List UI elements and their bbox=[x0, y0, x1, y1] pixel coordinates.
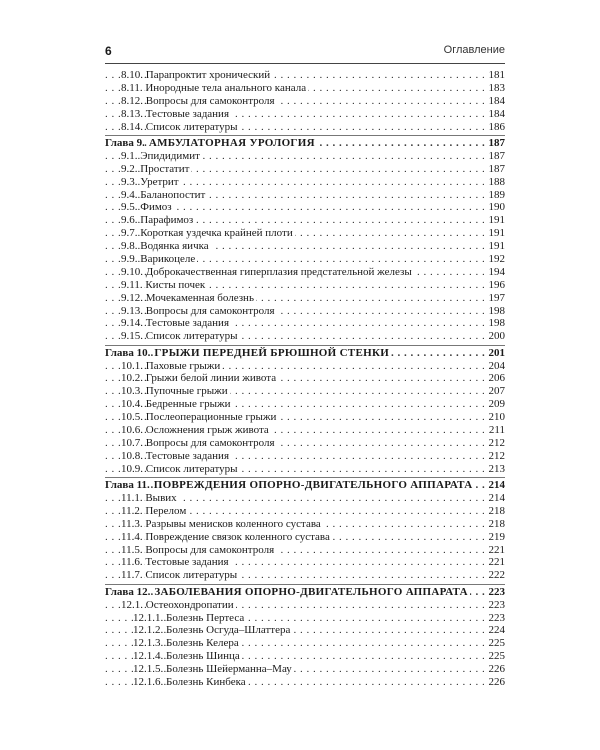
page-ref: 181 bbox=[486, 69, 506, 82]
page-ref: 219 bbox=[486, 531, 506, 544]
toc-section-entry bbox=[105, 163, 505, 176]
section-number: 11.1. bbox=[121, 492, 143, 504]
section-number: 9.8. bbox=[121, 240, 138, 253]
section-title: Фимоз bbox=[140, 201, 172, 214]
page-ref: 191 bbox=[486, 227, 506, 240]
section-title: Парапроктит хронический bbox=[145, 69, 271, 81]
toc-section-entry bbox=[105, 227, 505, 240]
page-ref: 188 bbox=[486, 176, 506, 189]
toc-section-entry bbox=[105, 176, 505, 189]
page-ref: 187 bbox=[486, 150, 506, 163]
section-number: 9.7. bbox=[121, 227, 138, 240]
page-ref: 218 bbox=[486, 505, 506, 518]
section-title: Болезнь Шинца bbox=[166, 650, 240, 663]
page-ref: 192 bbox=[486, 253, 506, 266]
chapter-title: АМБУЛАТОРНАЯ УРОЛОГИЯ bbox=[148, 136, 315, 149]
toc-section-entry bbox=[105, 463, 505, 476]
section-title: Тестовые задания bbox=[145, 107, 230, 120]
toc-chapter-entry bbox=[105, 347, 505, 360]
chapter-number: Глава 11. bbox=[105, 479, 150, 492]
section-title: Уретрит bbox=[140, 175, 179, 188]
section-number: 9.4. bbox=[121, 188, 138, 201]
page-ref: 214 bbox=[486, 492, 506, 505]
toc-section-entry bbox=[105, 676, 505, 689]
toc-section-entry bbox=[105, 69, 505, 82]
section-number: 12.1.4. bbox=[133, 650, 164, 663]
toc-section-entry bbox=[105, 556, 505, 569]
page-ref: 213 bbox=[486, 463, 506, 476]
section-title: Повреждение связок коленного сустава bbox=[145, 530, 330, 543]
page-ref: 198 bbox=[486, 317, 506, 330]
page-ref: 212 bbox=[486, 437, 506, 450]
section-title: Пупочные грыжи bbox=[145, 385, 228, 398]
page-ref: 200 bbox=[486, 330, 506, 343]
section-number: 8.12. bbox=[121, 94, 143, 107]
toc-section-entry bbox=[105, 544, 505, 557]
section-number: 12.1. bbox=[121, 598, 143, 611]
section-title: Осложнения грыж живота bbox=[145, 424, 269, 437]
section-title: Болезнь Келера bbox=[166, 637, 239, 650]
page-ref: 211 bbox=[486, 424, 505, 437]
section-number: 8.13. bbox=[121, 107, 143, 120]
section-title: Вопросы для самоконтроля bbox=[145, 94, 275, 107]
section-title: Паховые грыжи bbox=[145, 359, 221, 372]
toc-section-entry bbox=[105, 150, 505, 163]
section-number: 10.4. bbox=[121, 398, 143, 411]
section-number: 10.8. bbox=[121, 449, 143, 462]
toc-section-entry bbox=[105, 518, 505, 531]
section-number: 9.9. bbox=[121, 252, 138, 265]
section-title: Болезнь Пертеса bbox=[166, 611, 245, 624]
page-ref: 221 bbox=[486, 556, 506, 569]
section-title: Болезнь Осгуда–Шлаттера bbox=[166, 624, 291, 637]
toc-section-entry bbox=[105, 531, 505, 544]
section-number: 10.2. bbox=[121, 372, 143, 385]
section-title: Болезнь Кинбека bbox=[166, 675, 246, 688]
page-number: 6 bbox=[105, 44, 112, 58]
page-ref: 225 bbox=[486, 637, 506, 650]
running-title: Оглавление bbox=[443, 44, 505, 56]
page-ref: 187 bbox=[486, 163, 506, 176]
toc-section-entry bbox=[105, 492, 505, 505]
toc-section-entry bbox=[105, 214, 505, 227]
page-ref: 197 bbox=[486, 292, 506, 305]
toc-section-entry bbox=[105, 253, 505, 266]
toc-section-entry bbox=[105, 385, 505, 398]
page-ref: 191 bbox=[486, 240, 506, 253]
chapter-separator bbox=[105, 477, 505, 478]
page-ref: 221 bbox=[486, 544, 506, 557]
section-number: 8.11. bbox=[121, 81, 143, 94]
section-number: 11.6. bbox=[121, 556, 143, 569]
section-number: 9.1. bbox=[121, 149, 138, 162]
toc-section-entry bbox=[105, 612, 505, 625]
page-ref: 210 bbox=[486, 411, 506, 424]
toc-section-entry bbox=[105, 663, 505, 676]
section-number: 11.4. bbox=[121, 530, 143, 543]
page-ref: 184 bbox=[486, 108, 506, 121]
section-title: Вопросы для самоконтроля bbox=[145, 436, 275, 449]
toc-section-entry bbox=[105, 505, 505, 518]
section-number: 9.12. bbox=[121, 291, 143, 304]
section-title: Инородные тела анального канала bbox=[145, 81, 307, 94]
section-number: 9.5. bbox=[121, 201, 138, 214]
toc-section-entry bbox=[105, 292, 505, 305]
toc-section-entry bbox=[105, 450, 505, 463]
chapter-separator bbox=[105, 345, 505, 346]
page-ref: 194 bbox=[486, 266, 506, 279]
toc-section-entry bbox=[105, 266, 505, 279]
section-title: Вопросы для самоконтроля bbox=[145, 304, 275, 317]
page-header bbox=[105, 44, 505, 60]
chapter-separator bbox=[105, 135, 505, 136]
section-title: Баланопостит bbox=[140, 188, 206, 201]
section-number: 9.11. bbox=[121, 278, 143, 291]
page-ref: 209 bbox=[486, 398, 506, 411]
section-title: Послеоперационные грыжи bbox=[145, 411, 277, 424]
toc-section-entry bbox=[105, 95, 505, 108]
page-ref: 184 bbox=[486, 95, 506, 108]
chapter-title: ЗАБОЛЕВАНИЯ ОПОРНО-ДВИГАТЕЛЬНОГО АППАРАТА bbox=[154, 585, 468, 598]
toc-section-entry bbox=[105, 372, 505, 385]
toc-section-entry bbox=[105, 189, 505, 202]
section-title: Водянка яичка bbox=[140, 240, 209, 253]
page-ref: 207 bbox=[486, 385, 506, 398]
section-number: 9.3. bbox=[121, 175, 138, 188]
section-number: 9.2. bbox=[121, 162, 138, 175]
page-ref: 226 bbox=[486, 663, 506, 676]
page-ref: 183 bbox=[486, 82, 506, 95]
toc-section-entry bbox=[105, 201, 505, 214]
section-title: Болезнь Шейерманна–Мау bbox=[166, 663, 292, 676]
page-ref: 204 bbox=[486, 360, 506, 373]
section-title: Разрывы менисков коленного сустава bbox=[145, 517, 321, 530]
section-title: Тестовые задания bbox=[145, 317, 230, 330]
page-ref: 190 bbox=[486, 201, 506, 214]
section-number: 10.3. bbox=[121, 385, 143, 398]
section-title: Парафимоз bbox=[140, 214, 194, 227]
section-number: 10.6. bbox=[121, 424, 143, 437]
section-number: 8.10. bbox=[121, 69, 143, 81]
toc-chapter-entry bbox=[105, 586, 505, 599]
chapter-title: ГРЫЖИ ПЕРЕДНЕЙ БРЮШНОЙ СТЕНКИ bbox=[154, 346, 390, 359]
section-number: 12.1.5. bbox=[133, 663, 164, 676]
section-number: 9.6. bbox=[121, 214, 138, 227]
section-number: 12.1.1. bbox=[133, 611, 164, 624]
section-title: Эпидидимит bbox=[140, 149, 200, 162]
toc-section-entry bbox=[105, 398, 505, 411]
toc-section-entry bbox=[105, 411, 505, 424]
toc-section-entry bbox=[105, 121, 505, 134]
page-ref: 214 bbox=[486, 479, 506, 492]
toc-section-entry bbox=[105, 279, 505, 292]
page-ref: 189 bbox=[486, 189, 506, 202]
section-title: Тестовые задания bbox=[145, 449, 230, 462]
section-title: Доброкачественная гиперплазия предстательной железы bbox=[145, 265, 412, 278]
section-title: Мочекаменная болезнь bbox=[145, 291, 254, 304]
chapter-number: Глава 10. bbox=[105, 346, 151, 359]
section-number: 10.5. bbox=[121, 411, 143, 424]
toc-section-entry bbox=[105, 108, 505, 121]
header-rule bbox=[105, 63, 505, 64]
toc-section-entry bbox=[105, 424, 505, 437]
page-ref: 222 bbox=[486, 569, 506, 582]
page-ref: 212 bbox=[486, 450, 506, 463]
toc-section-entry bbox=[105, 624, 505, 637]
toc-section-entry bbox=[105, 305, 505, 318]
section-title: Список литературы bbox=[145, 120, 238, 133]
toc-section-entry bbox=[105, 437, 505, 450]
page-ref: 223 bbox=[486, 586, 506, 599]
chapter-title: ПОВРЕЖДЕНИЯ ОПОРНО-ДВИГАТЕЛЬНОГО АППАРАТА bbox=[153, 479, 473, 492]
section-number: 11.5. bbox=[121, 543, 143, 556]
toc-section-entry bbox=[105, 82, 505, 95]
section-number: 10.9. bbox=[121, 462, 143, 475]
table-of-contents bbox=[105, 69, 505, 689]
page-ref: 223 bbox=[486, 599, 506, 612]
section-title: Вопросы для самоконтроля bbox=[145, 543, 275, 556]
section-number: 9.10. bbox=[121, 265, 143, 278]
page-ref: 206 bbox=[486, 372, 506, 385]
section-title: Вывих bbox=[145, 492, 177, 504]
page-ref: 225 bbox=[486, 650, 506, 663]
toc-section-entry bbox=[105, 650, 505, 663]
section-number: 12.1.3. bbox=[133, 637, 164, 650]
section-title: Кисты почек bbox=[145, 278, 206, 291]
section-title: Грыжи белой линии живота bbox=[145, 372, 277, 385]
page-ref: 186 bbox=[486, 121, 506, 134]
page-ref: 218 bbox=[486, 518, 506, 531]
section-title: Перелом bbox=[145, 504, 187, 517]
page-ref: 187 bbox=[486, 137, 506, 150]
section-number: 9.15. bbox=[121, 330, 143, 343]
section-title: Остеохондропатии bbox=[145, 598, 234, 611]
toc-section-entry bbox=[105, 360, 505, 373]
page-ref: 198 bbox=[486, 305, 506, 318]
section-title: Варикоцеле bbox=[140, 252, 196, 265]
page-ref: 191 bbox=[486, 214, 506, 227]
section-number: 9.14. bbox=[121, 317, 143, 330]
toc-chapter-entry bbox=[105, 479, 505, 492]
section-number: 12.1.2. bbox=[133, 624, 164, 637]
section-title: Простатит bbox=[140, 162, 190, 175]
section-number: 11.3. bbox=[121, 517, 143, 530]
toc-section-entry bbox=[105, 569, 505, 582]
chapter-separator bbox=[105, 584, 505, 585]
section-number: 9.13. bbox=[121, 304, 143, 317]
toc-section-entry bbox=[105, 637, 505, 650]
section-title: Короткая уздечка крайней плоти bbox=[140, 227, 293, 240]
page-ref: 224 bbox=[486, 624, 506, 637]
section-number: 12.1.6. bbox=[133, 675, 164, 688]
page-ref: 201 bbox=[486, 347, 506, 360]
section-number: 8.14. bbox=[121, 120, 143, 133]
toc-section-entry bbox=[105, 240, 505, 253]
page-ref: 223 bbox=[486, 612, 506, 625]
section-title: Список литературы bbox=[145, 462, 238, 475]
page-ref: 226 bbox=[486, 676, 506, 689]
section-title: Тестовые задания bbox=[145, 556, 229, 569]
chapter-number: Глава 12. bbox=[105, 585, 151, 598]
section-number: 11.2. bbox=[121, 504, 143, 517]
toc-section-entry bbox=[105, 599, 505, 612]
section-number: 10.1. bbox=[121, 359, 143, 372]
section-number: 10.7. bbox=[121, 436, 143, 449]
section-title: Список литературы bbox=[145, 569, 238, 582]
page-ref: 196 bbox=[486, 279, 506, 292]
section-number: 11.7. bbox=[121, 569, 143, 582]
chapter-number: Глава 9. bbox=[105, 136, 145, 149]
section-title: Бедренные грыжи bbox=[145, 398, 231, 411]
toc-section-entry bbox=[105, 317, 505, 330]
toc-chapter-entry bbox=[105, 137, 505, 150]
toc-section-entry bbox=[105, 330, 505, 343]
section-title: Список литературы bbox=[145, 330, 238, 343]
